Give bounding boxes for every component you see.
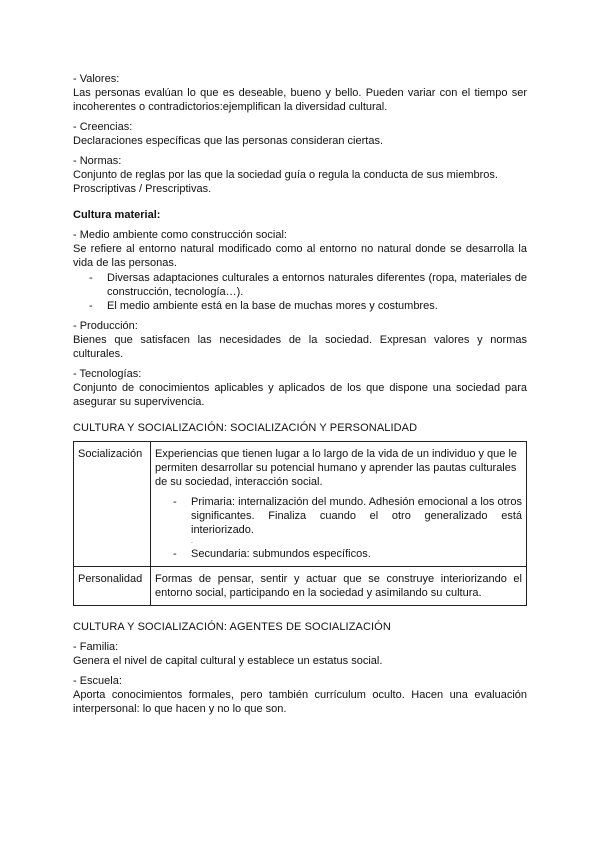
table-cell-term: Personalidad: [74, 567, 151, 606]
tecnologias-label: - Tecnologías:: [73, 368, 142, 380]
medio-ambiente-text: Se refiere al entorno natural modificado como al entorno no natural donde se desarrolla la vida de las personas.: [73, 243, 527, 269]
tecnologias-block: [73, 367, 527, 409]
medio-ambiente-label: - Medio ambiente como construcción social:: [73, 229, 287, 241]
socializacion-definition: Experiencias que tienen lugar a lo largo de la vida de un individuo y que le permiten desarrollar su potencial humano y aprender las pautas culturales de su sociedad, interacción social.: [155, 448, 518, 488]
valores-text: Las personas evalúan lo que es deseable, bueno y bello. Pueden variar con el tiempo ser incoherentes o contradictorios:ejemplifican la diversidad cultural.: [73, 87, 527, 113]
table-cell-definition: Formas de pensar, sentir y actuar que se construye interiorizando el entorno social, participando en la sociedad y asimilando su cultura.: [151, 567, 527, 606]
normas-text: Conjunto de reglas por las que la sociedad guía o regula la conducta de sus miembros. Proscriptivas / Prescriptivas.: [73, 169, 498, 195]
table-cell-definition: [151, 442, 527, 567]
normas-block: [73, 154, 527, 196]
normas-label: - Normas:: [73, 155, 122, 167]
agentes-heading: CULTURA Y SOCIALIZACIÓN: AGENTES DE SOCIALIZACIÓN: [73, 621, 391, 633]
socializacion-table: [73, 441, 527, 606]
socializacion-types-list: [155, 495, 522, 537]
produccion-text: Bienes que satisfacen las necesidades de la sociedad. Expresan valores y normas culturales.: [73, 334, 527, 360]
tecnologias-text: Conjunto de conocimientos aplicables y aplicados de los que dispone una sociedad para asegurar su supervivencia.: [73, 382, 527, 408]
list-item: - Diversas adaptaciones culturales a entornos naturales diferentes (ropa, materiales de construcción, tecnología…).: [89, 271, 527, 299]
list-item: - Secundaria: submundos específicos.: [173, 547, 522, 561]
escuela-block: [73, 674, 527, 716]
list-item: - El medio ambiente está en la base de muchas mores y costumbres.: [89, 299, 527, 313]
socializacion-types-list-2: [155, 547, 522, 561]
valores-label: - Valores:: [73, 73, 120, 85]
creencias-block: [73, 120, 527, 148]
socializacion-heading: CULTURA Y SOCIALIZACIÓN: SOCIALIZACIÓN Y PERSONALIDAD: [73, 422, 418, 434]
familia-block: [73, 640, 527, 668]
table-cell-term: Socialización: [74, 442, 151, 567]
familia-text: Genera el nivel de capital cultural y establece un estatus social.: [73, 655, 383, 667]
produccion-block: [73, 319, 527, 361]
creencias-label: - Creencias:: [73, 121, 133, 133]
medio-ambiente-block: [73, 228, 527, 313]
creencias-text: Declaraciones específicas que las personas consideran ciertas.: [73, 135, 383, 147]
list-item: - Primaria: internalización del mundo. Adhesión emocional a los otros significantes. Finaliza cuando el otro generalizado está interiorizado.: [173, 495, 522, 537]
table-row: [74, 567, 527, 606]
produccion-label: - Producción:: [73, 320, 138, 332]
escuela-label: - Escuela:: [73, 675, 122, 687]
medio-ambiente-list: [73, 271, 527, 313]
familia-label: - Familia:: [73, 641, 119, 653]
cultura-material-title: Cultura material:: [73, 209, 161, 221]
table-row: [74, 442, 527, 567]
stray-dot: .: [191, 538, 193, 545]
valores-block: [73, 72, 527, 114]
escuela-text: Aporta conocimientos formales, pero también currículum oculto. Hacen una evaluación interpersonal: lo que hacen y no lo que son.: [73, 689, 527, 715]
